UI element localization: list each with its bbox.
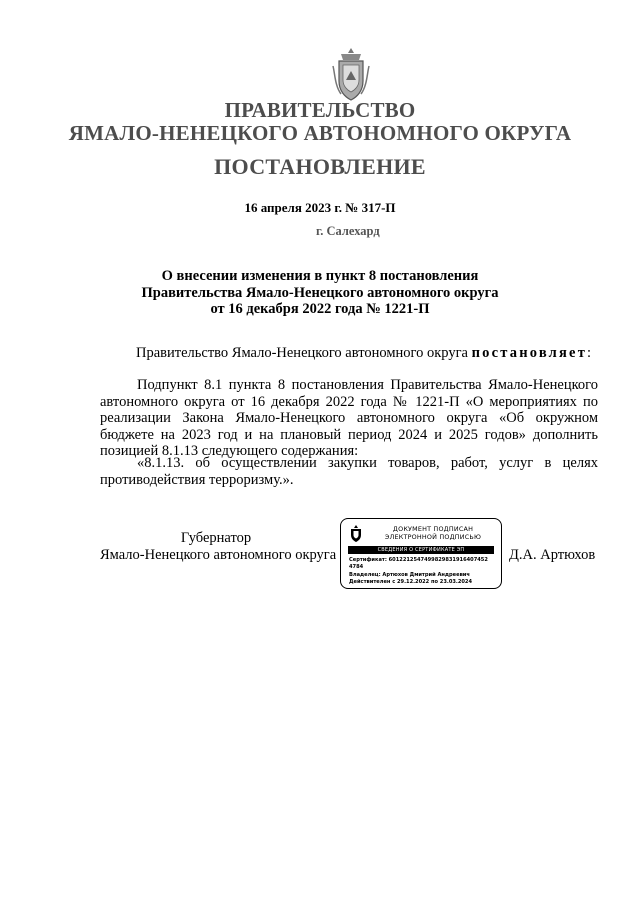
intro-text: Правительство Ямало-Ненецкого автономного округа bbox=[136, 345, 472, 361]
document-title bbox=[0, 268, 640, 318]
signer-position bbox=[100, 530, 337, 564]
government-region: ЯМАЛО-НЕНЕЦКОГО АВТОНОМНОГО ОКРУГА bbox=[68, 121, 572, 145]
signer-position-line-1: Губернатор bbox=[180, 530, 252, 546]
body-paragraph-2: «8.1.13. об осуществлении закупки товаров, работ, услуг в целях противодействия терроризму.». bbox=[100, 455, 598, 488]
title-line-1: О внесении изменения в пункт 8 постановления bbox=[161, 268, 479, 284]
stamp-header-line-2: ЭЛЕКТРОННОЙ ПОДПИСЬЮ bbox=[384, 533, 482, 541]
body-paragraph-1: Подпункт 8.1 пункта 8 постановления Правительства Ямало-Ненецкого автономного округа от 16 декабря 2022 года № 1221-П «О мероприятиях по реализации Закона Ямало-Ненецкого автономного округа «Об окружном бюджете на 2023 год и на плановый период 2024 и 2025 годов» дополнить позицией 8.1.13 следующего содержания: bbox=[100, 377, 598, 460]
intro-end: : bbox=[587, 345, 592, 361]
stamp-validity: Действителен с 29.12.2022 по 23.03.2024 bbox=[349, 579, 473, 585]
stamp-owner: Владелец: Артюхов Дмитрий Андреевич bbox=[349, 572, 470, 578]
title-line-3: от 16 декабря 2022 года № 1221-П bbox=[210, 301, 430, 317]
city: г. Салехард bbox=[316, 224, 380, 238]
date-and-number: 16 апреля 2023 г. № 317-П bbox=[244, 200, 396, 215]
signer-name: Д.А. Артюхов bbox=[509, 547, 596, 563]
document-type: ПОСТАНОВЛЕНИЕ bbox=[214, 154, 426, 179]
title-line-2: Правительства Ямало-Ненецкого автономного округа bbox=[141, 284, 499, 301]
electronic-signature-stamp bbox=[340, 518, 502, 589]
intro-paragraph bbox=[136, 345, 591, 362]
decree-word: постановляет bbox=[471, 345, 588, 361]
stamp-certificate: Сертификат: 6012212547499829831916407452 bbox=[349, 557, 488, 563]
stamp-emblem-icon bbox=[349, 525, 363, 543]
signer-position-line-2: Ямало-Ненецкого автономного округа bbox=[100, 547, 337, 563]
coat-of-arms-icon bbox=[329, 46, 373, 102]
stamp-bar: СВЕДЕНИЯ О СЕРТИФИКАТЕ ЭП bbox=[348, 546, 494, 554]
stamp-certificate-tail: 4784 bbox=[349, 564, 364, 570]
government-title: ПРАВИТЕЛЬСТВО bbox=[224, 98, 416, 122]
stamp-header-line-1: ДОКУМЕНТ ПОДПИСАН bbox=[392, 525, 474, 533]
